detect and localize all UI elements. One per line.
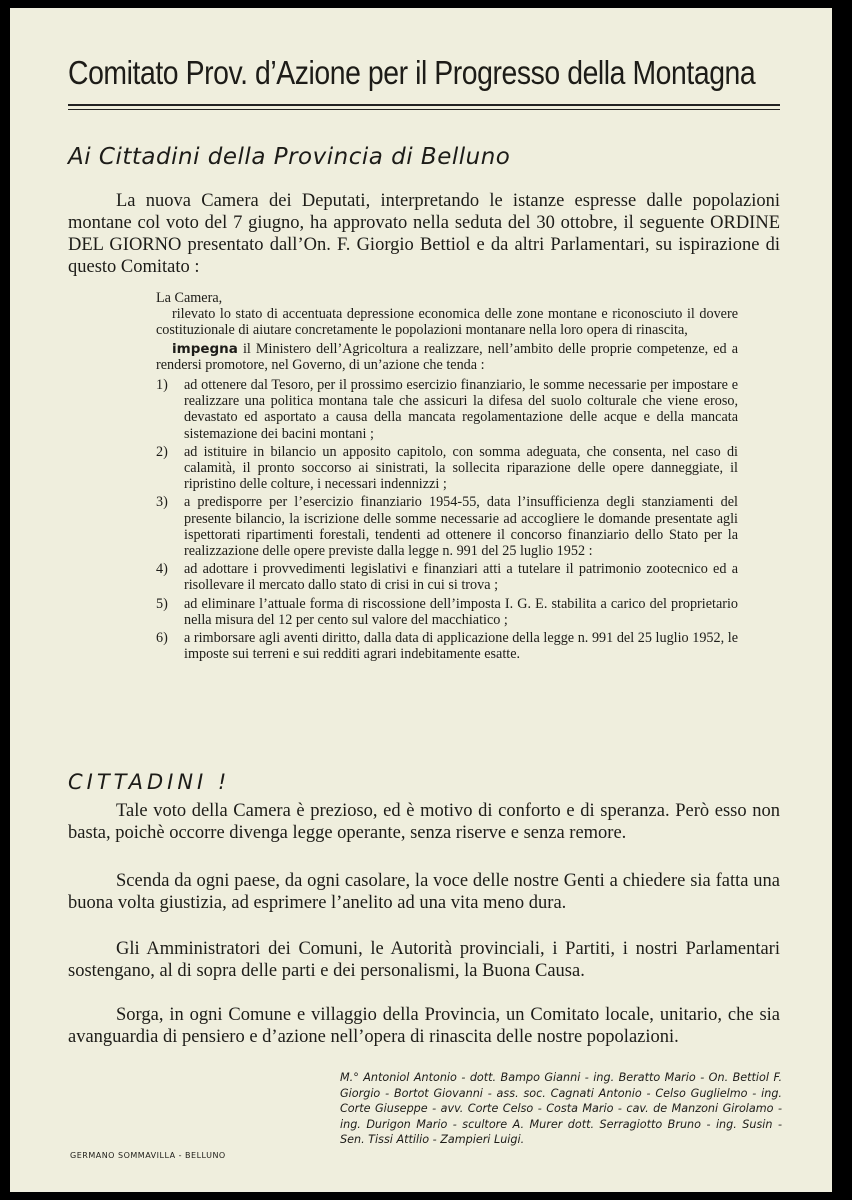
order-commitment bbox=[156, 341, 738, 373]
masthead-rule-bottom bbox=[68, 109, 780, 110]
committee-masthead: Comitato Prov. d’Azione per il Progresso della Montagna bbox=[68, 54, 756, 91]
order-item-text: a predisporre per l’esercizio finanziario 1954-55, data l’insufficienza degli stanziamenti del presente bilancio, la iscrizione delle somme necessarie ad accogliere le domande presentate agli ispettorati ripartimenti forestali, tendenti ad ottenere il concorso finanziario dello Stato per la realizzazione delle opere previste dalla legge n. 991 del 25 luglio 1952 : bbox=[184, 494, 738, 560]
order-item-number: 4) bbox=[156, 561, 168, 578]
order-item-number: 3) bbox=[156, 494, 168, 511]
order-item-text: ad ottenere dal Tesoro, per il prossimo esercizio finanziario, le somme necessarie per impostare e realizzare una politica montana tale che assicuri la difesa del suolo colturale che viene eroso, devastato ed asportato a causa della mancata regolamentazione delle acque e della mancata sistemazione dei bacini montani ; bbox=[184, 377, 738, 442]
appeal-paragraph: Sorga, in ogni Comune e villaggio della Provincia, un Comitato locale, unitario, che sia avanguardia di pensiero e d’azione nell’opera di rinascita delle nostre popolazioni. bbox=[68, 1005, 780, 1047]
order-item-text: ad adottare i provvedimenti legislativi e finanziari atti a tutelare il patrimonio zootecnico ed a risollevare il mercato dallo stato di crisi in cui si trova ; bbox=[184, 561, 738, 594]
order-item-number: 2) bbox=[156, 443, 168, 460]
printer-credit: GERMANO SOMMAVILLA - BELLUNO bbox=[70, 1151, 226, 1160]
poster-sheet bbox=[10, 8, 832, 1192]
order-item bbox=[156, 630, 738, 662]
intro-paragraph: La nuova Camera dei Deputati, interpretando le istanze espresse dalle popolazioni montane col voto del 7 giugno, ha approvato nella seduta del 30 ottobre, il seguente ORDINE DEL GIORNO presentato dall’On. F. Giorgio Bettiol e da altri Parlamentari, su ispirazione di questo Comitato : bbox=[68, 191, 780, 277]
order-item-text: a rimborsare agli aventi diritto, dalla data di applicazione della legge n. 991 del 25 luglio 1952, le imposte sui terreni e sui redditi agrari indebitamente esatte. bbox=[184, 630, 738, 663]
order-item-text: ad istituire in bilancio un apposito capitolo, con somma adeguata, che consenta, nel caso di calamità, il pronto soccorso ai sinistrati, la sollecita riparazione delle opere danneggiate, il ripristino delle colture, i necessari indennizzi ; bbox=[184, 443, 738, 493]
appeal-paragraph: Scenda da ogni paese, da ogni casolare, la voce delle nostre Genti a chiedere sia fatta una buona volta giustizia, ad esprimere l’anelito ad una vita meno dura. bbox=[68, 871, 780, 913]
order-opening: La Camera, bbox=[156, 290, 223, 306]
order-of-the-day bbox=[156, 290, 738, 664]
committee-signatories: M.° Antoniol Antonio - dott. Bampo Gianni - ing. Beratto Mario - On. Bettiol F. Giorgio - Bortot Giovanni - ass. soc. Cagnati Antonio - Celso Guglielmo - ing. Corte Giuseppe - avv. Corte Celso - Costa Mario - cav. de Manzoni Girolamo - ing. Durigon Mario - scultore A. Murer dott. Serragiotto Bruno - ing. Susin - Sen. Tissi Attilio - Zampieri Luigi. bbox=[340, 1071, 782, 1147]
address-heading: Ai Cittadini della Provincia di Belluno bbox=[68, 144, 511, 170]
commit-word: impegna bbox=[172, 340, 238, 357]
citizens-heading: CITTADINI ! bbox=[68, 770, 231, 794]
order-considering: rilevato lo stato di accentuata depressione economica delle zone montane e riconosciuto il dovere costituzionale di aiutare concretamente le popolazioni montanare nella loro opera di rinascita, bbox=[156, 306, 738, 339]
order-item bbox=[156, 494, 738, 559]
appeal-paragraph: Gli Amministratori dei Comuni, le Autorità provinciali, i Partiti, i nostri Parlamentari sostengano, al di sopra delle parti e dei personalismi, la Buona Causa. bbox=[68, 939, 780, 981]
order-item-number: 1) bbox=[156, 377, 168, 394]
order-item-number: 5) bbox=[156, 595, 168, 612]
order-item bbox=[156, 596, 738, 628]
order-item bbox=[156, 377, 738, 442]
order-items-list bbox=[156, 377, 738, 662]
commit-text: il Ministero dell’Agricoltura a realizzare, nell’ambito delle proprie competenze, ed a rendersi promotore, nel Governo, di un’azione che tenda : bbox=[156, 340, 738, 373]
appeal-paragraph: Tale voto della Camera è prezioso, ed è motivo di conforto e di speranza. Però esso non basta, poichè occorre divenga legge operante, senza riserve e senza remore. bbox=[68, 801, 780, 843]
order-item-text: ad eliminare l’attuale forma di riscossione dell’imposta I. G. E. stabilita a carico del proprietario nella misura del 12 per cento sul valore del macchiatico ; bbox=[184, 595, 738, 628]
order-item bbox=[156, 561, 738, 593]
order-item bbox=[156, 444, 738, 493]
order-item-number: 6) bbox=[156, 630, 168, 647]
masthead-rule-top bbox=[68, 104, 780, 106]
